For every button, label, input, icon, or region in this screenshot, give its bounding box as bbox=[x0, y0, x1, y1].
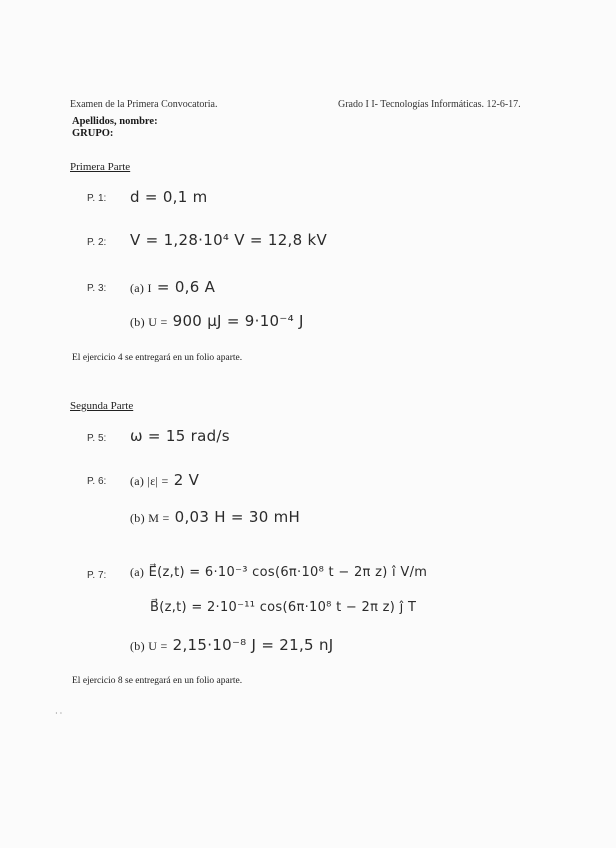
p7-label: P. 7: bbox=[87, 570, 107, 581]
p1-answer: d = 0,1 m bbox=[130, 188, 208, 206]
p2-answer: V = 1,28·10⁴ V = 12,8 kV bbox=[130, 231, 328, 249]
p7a-line bbox=[130, 565, 427, 580]
p6b-line bbox=[130, 508, 300, 526]
p3a-prefix: (a) I bbox=[130, 281, 152, 295]
p6a-answer: 2 V bbox=[173, 471, 200, 489]
p5-answer: ω = 15 rad/s bbox=[130, 427, 230, 445]
exam-title: Examen de la Primera Convocatoria. bbox=[70, 99, 218, 110]
p6a-line bbox=[130, 471, 199, 489]
p6b-answer: 0,03 H = 30 mH bbox=[174, 508, 301, 526]
p3-label: P. 3: bbox=[87, 283, 107, 294]
part1-note: El ejercicio 4 se entregará en un folio aparte. bbox=[72, 353, 243, 363]
part2-note: El ejercicio 8 se entregará en un folio aparte. bbox=[72, 676, 243, 686]
p6a-prefix: (a) |ε| = bbox=[130, 474, 169, 488]
p3a-answer: = 0,6 A bbox=[156, 278, 216, 296]
part2-title: Segunda Parte bbox=[70, 400, 134, 412]
p2-label: P. 2: bbox=[87, 237, 107, 248]
p7b-prefix: (b) U = bbox=[130, 639, 168, 653]
p7a-answer2: B⃗(z,t) = 2·10⁻¹¹ cos(6π·10⁸ t − 2π z) ĵ T bbox=[150, 600, 417, 615]
p3b-line bbox=[130, 312, 304, 330]
p7b-answer: 2,15·10⁻⁸ J = 21,5 nJ bbox=[172, 636, 334, 654]
p1-label: P. 1: bbox=[87, 193, 107, 204]
p3a-line bbox=[130, 278, 215, 296]
p7b-line bbox=[130, 636, 334, 654]
margin-mark: · · bbox=[55, 709, 63, 718]
p6-label: P. 6: bbox=[87, 476, 107, 487]
p7a-answer: E⃗(z,t) = 6·10⁻³ cos(6π·10⁸ t − 2π z) î V/m bbox=[148, 565, 428, 580]
name-field-label: Apellidos, nombre: bbox=[72, 116, 158, 127]
p3b-prefix: (b) U = bbox=[130, 315, 168, 329]
course-info: Grado I I- Tecnologías Informáticas. 12-6-17. bbox=[338, 99, 521, 110]
part1-title: Primera Parte bbox=[70, 161, 131, 173]
p5-label: P. 5: bbox=[87, 433, 107, 444]
group-field-label: GRUPO: bbox=[72, 128, 114, 139]
p7a-prefix: (a) bbox=[130, 565, 145, 579]
p6b-prefix: (b) M = bbox=[130, 511, 170, 525]
p3b-answer: 900 μJ = 9·10⁻⁴ J bbox=[172, 312, 304, 330]
